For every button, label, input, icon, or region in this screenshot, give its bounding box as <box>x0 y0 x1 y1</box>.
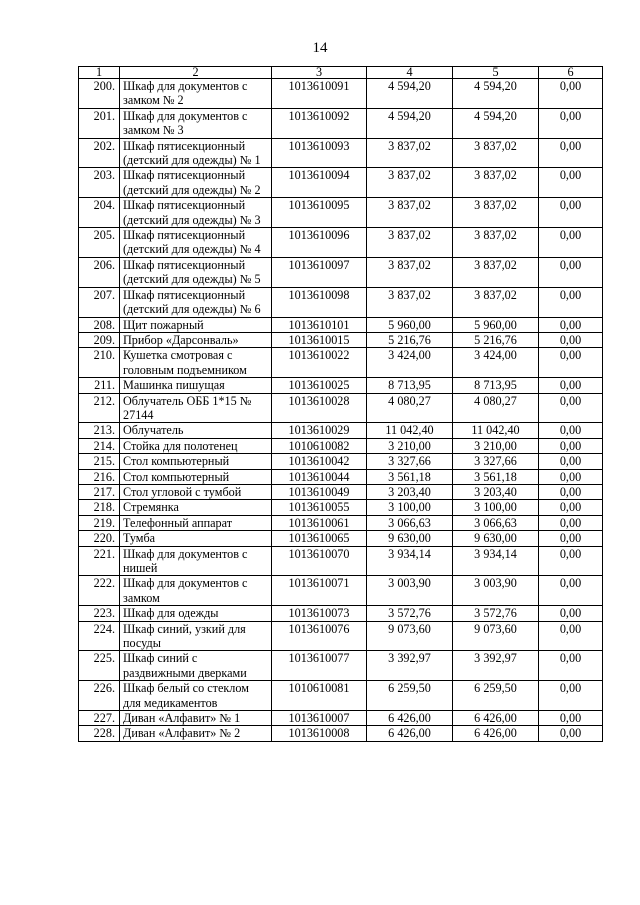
column-4-amount: 3 203,40 <box>367 484 453 499</box>
table-row <box>79 332 603 347</box>
item-name: Шкаф для документов с замком № 2 <box>120 79 272 109</box>
row-number: 226. <box>79 681 120 711</box>
column-4-amount: 3 100,00 <box>367 500 453 515</box>
item-name: Шкаф для документов с замком № 3 <box>120 108 272 138</box>
column-4-amount: 4 594,20 <box>367 108 453 138</box>
column-6-balance: 0,00 <box>539 484 603 499</box>
row-number: 202. <box>79 138 120 168</box>
page-number: 14 <box>312 40 328 56</box>
column-6-balance: 0,00 <box>539 546 603 576</box>
inventory-code: 1010610082 <box>272 438 367 453</box>
column-6-balance: 0,00 <box>539 257 603 287</box>
item-name: Телефонный аппарат <box>120 515 272 530</box>
row-number: 224. <box>79 621 120 651</box>
column-5-amount: 3 561,18 <box>453 469 539 484</box>
inventory-code: 1013610044 <box>272 469 367 484</box>
inventory-code: 1013610097 <box>272 257 367 287</box>
column-4-amount: 5 960,00 <box>367 317 453 332</box>
column-6-balance: 0,00 <box>539 378 603 393</box>
inventory-code: 1013610071 <box>272 576 367 606</box>
inventory-code: 1013610015 <box>272 332 367 347</box>
column-4-amount: 3 003,90 <box>367 576 453 606</box>
item-name: Шкаф для документов с нишей <box>120 546 272 576</box>
row-number: 209. <box>79 332 120 347</box>
column-5-amount: 3 327,66 <box>453 454 539 469</box>
column-5-amount: 3 066,63 <box>453 515 539 530</box>
inventory-code: 1013610022 <box>272 348 367 378</box>
item-name: Кушетка смотровая с головным подъемником <box>120 348 272 378</box>
column-5-amount: 3 837,02 <box>453 138 539 168</box>
column-header: 3 <box>272 67 367 79</box>
table-row <box>79 257 603 287</box>
column-5-amount: 6 426,00 <box>453 711 539 726</box>
column-5-amount: 4 594,20 <box>453 108 539 138</box>
column-4-amount: 6 426,00 <box>367 711 453 726</box>
column-6-balance: 0,00 <box>539 606 603 621</box>
item-name: Шкаф белый со стеклом для медикаментов <box>120 681 272 711</box>
inventory-code: 1013610061 <box>272 515 367 530</box>
row-number: 222. <box>79 576 120 606</box>
row-number: 203. <box>79 168 120 198</box>
column-5-amount: 3 837,02 <box>453 228 539 258</box>
column-6-balance: 0,00 <box>539 228 603 258</box>
row-number: 220. <box>79 531 120 546</box>
inventory-code: 1013610095 <box>272 198 367 228</box>
column-4-amount: 3 392,97 <box>367 651 453 681</box>
row-number: 206. <box>79 257 120 287</box>
column-6-balance: 0,00 <box>539 438 603 453</box>
row-number: 213. <box>79 423 120 438</box>
inventory-code: 1013610025 <box>272 378 367 393</box>
row-number: 217. <box>79 484 120 499</box>
column-4-amount: 3 572,76 <box>367 606 453 621</box>
inventory-code: 1013610008 <box>272 726 367 741</box>
column-header: 4 <box>367 67 453 79</box>
column-4-amount: 3 837,02 <box>367 138 453 168</box>
column-5-amount: 3 203,40 <box>453 484 539 499</box>
column-6-balance: 0,00 <box>539 393 603 423</box>
table-row <box>79 168 603 198</box>
column-6-balance: 0,00 <box>539 651 603 681</box>
table-row <box>79 711 603 726</box>
inventory-code: 1013610007 <box>272 711 367 726</box>
row-number: 211. <box>79 378 120 393</box>
column-5-amount: 3 837,02 <box>453 198 539 228</box>
inventory-code: 1013610055 <box>272 500 367 515</box>
table-row <box>79 198 603 228</box>
inventory-code: 1013610028 <box>272 393 367 423</box>
inventory-code: 1013610093 <box>272 138 367 168</box>
table-row <box>79 484 603 499</box>
column-5-amount: 4 080,27 <box>453 393 539 423</box>
table-row <box>79 681 603 711</box>
item-name: Шкаф для документов с замком <box>120 576 272 606</box>
row-number: 210. <box>79 348 120 378</box>
column-6-balance: 0,00 <box>539 726 603 741</box>
column-4-amount: 3 837,02 <box>367 228 453 258</box>
column-6-balance: 0,00 <box>539 108 603 138</box>
column-5-amount: 3 100,00 <box>453 500 539 515</box>
column-4-amount: 3 327,66 <box>367 454 453 469</box>
row-number: 214. <box>79 438 120 453</box>
item-name: Стол угловой с тумбой <box>120 484 272 499</box>
table-row <box>79 621 603 651</box>
column-4-amount: 3 066,63 <box>367 515 453 530</box>
item-name: Машинка пишущая <box>120 378 272 393</box>
table-row <box>79 576 603 606</box>
column-6-balance: 0,00 <box>539 500 603 515</box>
inventory-code: 1013610076 <box>272 621 367 651</box>
column-5-amount: 3 837,02 <box>453 168 539 198</box>
row-number: 228. <box>79 726 120 741</box>
column-6-balance: 0,00 <box>539 138 603 168</box>
inventory-code: 1013610070 <box>272 546 367 576</box>
row-number: 201. <box>79 108 120 138</box>
column-5-amount: 3 572,76 <box>453 606 539 621</box>
row-number: 215. <box>79 454 120 469</box>
item-name: Шкаф пятисекционный (детский для одежды) № 2 <box>120 168 272 198</box>
table-row <box>79 500 603 515</box>
item-name: Диван «Алфавит» № 2 <box>120 726 272 741</box>
item-name: Стол компьютерный <box>120 469 272 484</box>
table-row <box>79 651 603 681</box>
column-5-amount: 8 713,95 <box>453 378 539 393</box>
table-row <box>79 79 603 109</box>
column-5-amount: 3 837,02 <box>453 287 539 317</box>
table-row <box>79 438 603 453</box>
column-5-amount: 11 042,40 <box>453 423 539 438</box>
inventory-code: 1013610029 <box>272 423 367 438</box>
table-row <box>79 348 603 378</box>
row-number: 223. <box>79 606 120 621</box>
column-6-balance: 0,00 <box>539 79 603 109</box>
column-header: 1 <box>79 67 120 79</box>
inventory-code: 1013610091 <box>272 79 367 109</box>
column-6-balance: 0,00 <box>539 531 603 546</box>
table-row <box>79 546 603 576</box>
item-name: Прибор «Дарсонваль» <box>120 332 272 347</box>
table-row <box>79 317 603 332</box>
column-4-amount: 8 713,95 <box>367 378 453 393</box>
table-row <box>79 108 603 138</box>
row-number: 212. <box>79 393 120 423</box>
column-6-balance: 0,00 <box>539 317 603 332</box>
item-name: Стойка для полотенец <box>120 438 272 453</box>
item-name: Тумба <box>120 531 272 546</box>
inventory-code: 1013610092 <box>272 108 367 138</box>
item-name: Стремянка <box>120 500 272 515</box>
item-name: Облучатель ОББ 1*15 № 27144 <box>120 393 272 423</box>
column-6-balance: 0,00 <box>539 469 603 484</box>
column-5-amount: 3 210,00 <box>453 438 539 453</box>
table-row <box>79 378 603 393</box>
column-5-amount: 3 837,02 <box>453 257 539 287</box>
row-number: 207. <box>79 287 120 317</box>
column-4-amount: 3 424,00 <box>367 348 453 378</box>
column-4-amount: 3 210,00 <box>367 438 453 453</box>
column-4-amount: 3 837,02 <box>367 198 453 228</box>
inventory-code: 1013610094 <box>272 168 367 198</box>
column-6-balance: 0,00 <box>539 332 603 347</box>
item-name: Шкаф пятисекционный (детский для одежды) № 1 <box>120 138 272 168</box>
column-4-amount: 4 594,20 <box>367 79 453 109</box>
column-6-balance: 0,00 <box>539 348 603 378</box>
column-header: 6 <box>539 67 603 79</box>
row-number: 219. <box>79 515 120 530</box>
column-6-balance: 0,00 <box>539 621 603 651</box>
item-name: Стол компьютерный <box>120 454 272 469</box>
item-name: Облучатель <box>120 423 272 438</box>
inventory-table <box>78 66 603 742</box>
row-number: 205. <box>79 228 120 258</box>
inventory-code: 1013610049 <box>272 484 367 499</box>
column-5-amount: 9 630,00 <box>453 531 539 546</box>
column-5-amount: 3 934,14 <box>453 546 539 576</box>
column-number-row <box>79 67 603 79</box>
column-4-amount: 3 837,02 <box>367 168 453 198</box>
table-body <box>79 67 603 742</box>
table-row <box>79 228 603 258</box>
column-4-amount: 11 042,40 <box>367 423 453 438</box>
column-6-balance: 0,00 <box>539 168 603 198</box>
column-6-balance: 0,00 <box>539 423 603 438</box>
table-row <box>79 531 603 546</box>
table-row <box>79 423 603 438</box>
column-6-balance: 0,00 <box>539 454 603 469</box>
column-4-amount: 6 426,00 <box>367 726 453 741</box>
column-5-amount: 6 259,50 <box>453 681 539 711</box>
column-5-amount: 3 424,00 <box>453 348 539 378</box>
table-row <box>79 287 603 317</box>
row-number: 227. <box>79 711 120 726</box>
column-6-balance: 0,00 <box>539 287 603 317</box>
row-number: 204. <box>79 198 120 228</box>
row-number: 218. <box>79 500 120 515</box>
item-name: Шкаф пятисекционный (детский для одежды) № 4 <box>120 228 272 258</box>
table-row <box>79 454 603 469</box>
inventory-code: 1013610096 <box>272 228 367 258</box>
item-name: Диван «Алфавит» № 1 <box>120 711 272 726</box>
column-5-amount: 3 392,97 <box>453 651 539 681</box>
inventory-code: 1013610101 <box>272 317 367 332</box>
column-5-amount: 6 426,00 <box>453 726 539 741</box>
column-5-amount: 5 960,00 <box>453 317 539 332</box>
column-4-amount: 3 934,14 <box>367 546 453 576</box>
column-header: 5 <box>453 67 539 79</box>
table-row <box>79 726 603 741</box>
item-name: Шкаф пятисекционный (детский для одежды) № 6 <box>120 287 272 317</box>
column-5-amount: 5 216,76 <box>453 332 539 347</box>
row-number: 200. <box>79 79 120 109</box>
column-header: 2 <box>120 67 272 79</box>
column-6-balance: 0,00 <box>539 198 603 228</box>
column-4-amount: 9 630,00 <box>367 531 453 546</box>
column-4-amount: 9 073,60 <box>367 621 453 651</box>
column-4-amount: 3 837,02 <box>367 257 453 287</box>
item-name: Щит пожарный <box>120 317 272 332</box>
row-number: 208. <box>79 317 120 332</box>
column-5-amount: 4 594,20 <box>453 79 539 109</box>
item-name: Шкаф синий с раздвижными дверками <box>120 651 272 681</box>
column-6-balance: 0,00 <box>539 515 603 530</box>
column-5-amount: 9 073,60 <box>453 621 539 651</box>
column-4-amount: 3 837,02 <box>367 287 453 317</box>
item-name: Шкаф синий, узкий для посуды <box>120 621 272 651</box>
table-row <box>79 393 603 423</box>
column-4-amount: 3 561,18 <box>367 469 453 484</box>
item-name: Шкаф для одежды <box>120 606 272 621</box>
table-row <box>79 469 603 484</box>
table-row <box>79 606 603 621</box>
item-name: Шкаф пятисекционный (детский для одежды) № 5 <box>120 257 272 287</box>
row-number: 221. <box>79 546 120 576</box>
inventory-code: 1013610098 <box>272 287 367 317</box>
row-number: 225. <box>79 651 120 681</box>
table-row <box>79 138 603 168</box>
column-4-amount: 6 259,50 <box>367 681 453 711</box>
inventory-code: 1013610042 <box>272 454 367 469</box>
column-4-amount: 5 216,76 <box>367 332 453 347</box>
inventory-code: 1013610077 <box>272 651 367 681</box>
item-name: Шкаф пятисекционный (детский для одежды) № 3 <box>120 198 272 228</box>
inventory-code: 1013610065 <box>272 531 367 546</box>
column-5-amount: 3 003,90 <box>453 576 539 606</box>
column-6-balance: 0,00 <box>539 681 603 711</box>
inventory-code: 1013610073 <box>272 606 367 621</box>
column-6-balance: 0,00 <box>539 576 603 606</box>
column-6-balance: 0,00 <box>539 711 603 726</box>
table-row <box>79 515 603 530</box>
inventory-code: 1010610081 <box>272 681 367 711</box>
row-number: 216. <box>79 469 120 484</box>
column-4-amount: 4 080,27 <box>367 393 453 423</box>
